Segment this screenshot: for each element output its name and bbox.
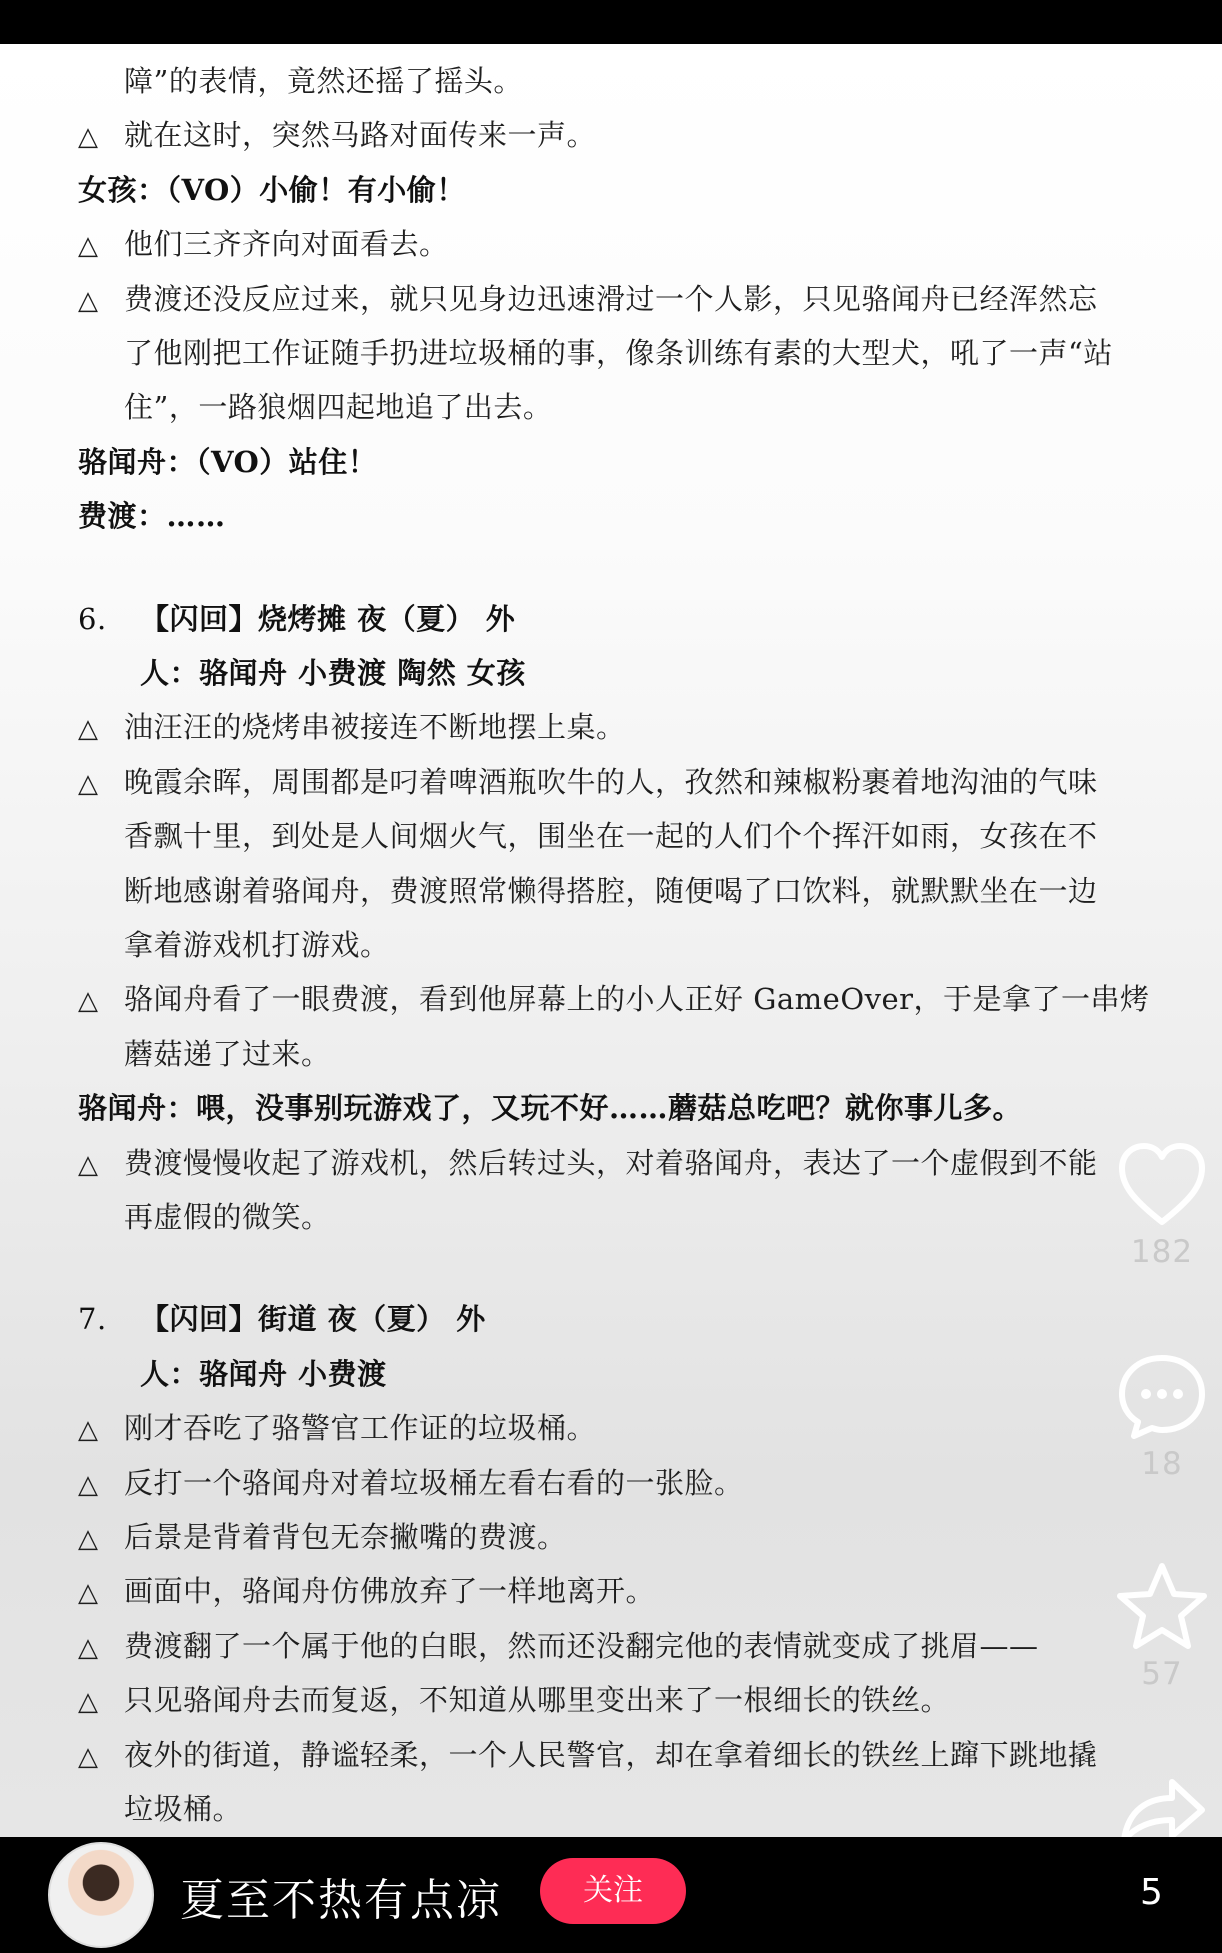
action-continuation: 香飘十里，到处是人间烟火气，围坐在一起的人们个个挥汗如雨，女孩在不 (124, 819, 1098, 853)
action-text: 反打一个骆闻舟对着垃圾桶左看右看的一张脸。 (124, 1466, 744, 1500)
action-text: 骆闻舟看了一眼费渡，看到他屏幕上的小人正好 GameOver，于是拿了一串烤 (124, 982, 1150, 1016)
action-marker: △ (78, 1578, 99, 1608)
action-continuation: 拿着游戏机打游戏。 (124, 928, 390, 962)
scene-characters: 人：骆闻舟 小费渡 陶然 女孩 (140, 656, 526, 690)
comment-icon (1114, 1350, 1210, 1442)
action-text: 就在这时，突然马路对面传来一声。 (124, 118, 597, 152)
action-continuation: 断地感谢着骆闻舟，费渡照常懒得搭腔，随便喝了口饮料，就默默坐在一边 (124, 874, 1098, 908)
action-marker: △ (78, 1687, 99, 1717)
action-text: 后景是背着背包无奈撇嘴的费渡。 (124, 1520, 567, 1554)
action-text: 费渡翻了一个属于他的白眼，然而还没翻完他的表情就变成了挑眉—— (124, 1629, 1039, 1663)
action-line (78, 110, 596, 160)
scene-title: 【闪回】街道 夜（夏） 外 (140, 1302, 486, 1336)
action-line (78, 1675, 950, 1725)
action-continuation: 蘑菇递了过来。 (124, 1037, 331, 1071)
favorite-action[interactable] (1102, 1560, 1222, 1692)
like-count: 182 (1130, 1234, 1194, 1270)
action-marker: △ (78, 1415, 99, 1445)
action-text: 晚霞余晖，周围都是叼着啤酒瓶吹牛的人，孜然和辣椒粉裹着地沟油的气味 (124, 765, 1098, 799)
dialogue-line: 骆闻舟：（VO）站住！ (78, 445, 378, 479)
action-continuation: 了他刚把工作证随手扔进垃圾桶的事，像条训练有素的大型犬，吼了一声“站 (124, 336, 1113, 370)
action-text: 画面中，骆闻舟仿佛放弃了一样地离开。 (124, 1574, 656, 1608)
heart-icon (1114, 1140, 1210, 1230)
scene-title: 【闪回】烧烤摊 夜（夏） 外 (140, 602, 516, 636)
action-continuation: 垃圾桶。 (124, 1792, 243, 1826)
scene-characters: 人：骆闻舟 小费渡 (140, 1357, 387, 1391)
action-marker: △ (78, 986, 99, 1016)
action-line (78, 1621, 1039, 1671)
action-line (78, 1458, 744, 1508)
scene-number: 6. (78, 602, 107, 636)
star-icon (1114, 1560, 1210, 1652)
action-line (78, 1730, 1098, 1780)
favorite-count: 57 (1141, 1656, 1183, 1692)
author-avatar[interactable] (48, 1842, 154, 1948)
comment-count: 18 (1141, 1446, 1183, 1482)
action-marker: △ (78, 769, 99, 799)
action-line (78, 757, 1098, 807)
action-text: 费渡慢慢收起了游戏机，然后转过头，对着骆闻舟，表达了一个虚假到不能 (124, 1146, 1098, 1180)
action-marker: △ (78, 1470, 99, 1500)
script-document (0, 44, 1222, 1837)
action-text: 刚才吞吃了骆警官工作证的垃圾桶。 (124, 1411, 597, 1445)
action-line (78, 1403, 596, 1453)
action-line (78, 1512, 567, 1562)
action-marker: △ (78, 1742, 99, 1772)
action-marker: △ (78, 1633, 99, 1663)
action-marker: △ (78, 1524, 99, 1554)
action-continuation: 障”的表情，竟然还摇了摇头。 (124, 64, 523, 98)
action-marker: △ (78, 1150, 99, 1180)
action-line (78, 1566, 655, 1616)
action-text: 夜外的街道，静谧轻柔，一个人民警官，却在拿着细长的铁丝上蹿下跳地撬 (124, 1738, 1098, 1772)
follow-button[interactable]: 关注 (540, 1858, 686, 1924)
action-line (78, 219, 449, 269)
action-line (78, 1138, 1098, 1188)
share-count: 5 (1140, 1872, 1163, 1913)
action-text: 油汪汪的烧烤串被接连不断地摆上桌。 (124, 710, 626, 744)
scene-heading (78, 594, 515, 644)
action-marker: △ (78, 231, 99, 261)
scene-heading (78, 1294, 486, 1344)
action-continuation: 再虚假的微笑。 (124, 1200, 331, 1234)
comment-action[interactable] (1102, 1350, 1222, 1482)
action-line (78, 702, 626, 752)
action-line (78, 974, 1150, 1024)
action-continuation: 住”，一路狼烟四起地追了出去。 (124, 390, 553, 424)
dialogue-line: 女孩：（VO）小偷！有小偷！ (78, 173, 466, 207)
dialogue-line: 费渡：…… (78, 499, 226, 533)
status-bar (0, 0, 1222, 44)
action-text: 只见骆闻舟去而复返，不知道从哪里变出来了一根细长的铁丝。 (124, 1683, 951, 1717)
author-name[interactable]: 夏至不热有点凉 (180, 1875, 502, 1926)
action-text: 他们三齐齐向对面看去。 (124, 227, 449, 261)
action-marker: △ (78, 122, 99, 152)
action-line (78, 274, 1098, 324)
like-action[interactable] (1102, 1140, 1222, 1270)
action-text: 费渡还没反应过来，就只见身边迅速滑过一个人影，只见骆闻舟已经浑然忘 (124, 282, 1098, 316)
action-marker: △ (78, 714, 99, 744)
scene-number: 7. (78, 1302, 107, 1336)
dialogue-line: 骆闻舟：喂，没事别玩游戏了，又玩不好……蘑菇总吃吧？就你事儿多。 (78, 1091, 1023, 1125)
action-marker: △ (78, 286, 99, 316)
